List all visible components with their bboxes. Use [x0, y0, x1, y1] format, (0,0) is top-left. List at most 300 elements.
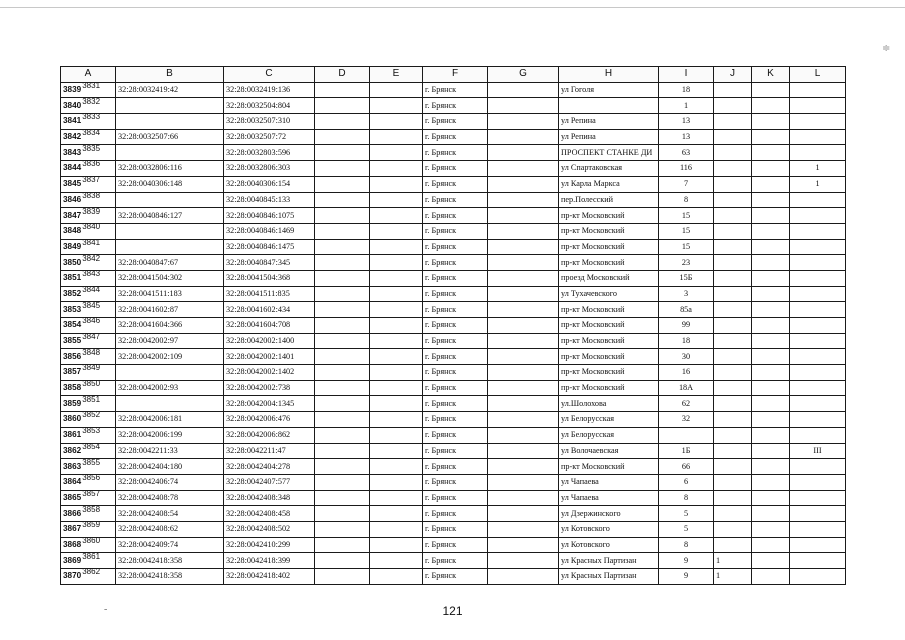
cell-e[interactable]: [370, 114, 423, 130]
cell-e[interactable]: [370, 318, 423, 334]
cell-k[interactable]: [752, 176, 790, 192]
row-number-cell[interactable]: [61, 427, 116, 443]
cell-f[interactable]: г. Брянск: [423, 443, 488, 459]
cell-f[interactable]: г. Брянск: [423, 302, 488, 318]
cell-d[interactable]: [315, 176, 370, 192]
cell-c[interactable]: 32:28:0040847:345: [224, 255, 315, 271]
cell-h[interactable]: пр-кт Московский: [559, 255, 659, 271]
cell-c[interactable]: 32:28:0042004:1345: [224, 396, 315, 412]
cell-e[interactable]: [370, 333, 423, 349]
cell-g[interactable]: [488, 474, 559, 490]
cell-g[interactable]: [488, 569, 559, 585]
row-number-cell[interactable]: [61, 380, 116, 396]
cell-h[interactable]: ул Репина: [559, 114, 659, 130]
cell-c[interactable]: 32:28:0040306:154: [224, 176, 315, 192]
cell-c[interactable]: 32:28:0042408:458: [224, 506, 315, 522]
cell-g[interactable]: [488, 114, 559, 130]
row-number-cell[interactable]: [61, 412, 116, 428]
cell-e[interactable]: [370, 161, 423, 177]
cell-e[interactable]: [370, 129, 423, 145]
cell-b[interactable]: [116, 114, 224, 130]
cell-h[interactable]: ул Белорусская: [559, 427, 659, 443]
cell-g[interactable]: [488, 443, 559, 459]
cell-g[interactable]: [488, 208, 559, 224]
cell-e[interactable]: [370, 443, 423, 459]
row-number-cell[interactable]: [61, 318, 116, 334]
row-number-cell[interactable]: [61, 286, 116, 302]
cell-g[interactable]: [488, 490, 559, 506]
cell-g[interactable]: [488, 380, 559, 396]
cell-h[interactable]: ПРОСПЕКТ СТАНКЕ ДИ: [559, 145, 659, 161]
cell-f[interactable]: г. Брянск: [423, 474, 488, 490]
cell-h[interactable]: ул Спартаковская: [559, 161, 659, 177]
cell-f[interactable]: г. Брянск: [423, 396, 488, 412]
cell-g[interactable]: [488, 255, 559, 271]
cell-k[interactable]: [752, 396, 790, 412]
cell-k[interactable]: [752, 506, 790, 522]
cell-j[interactable]: [714, 443, 752, 459]
cell-c[interactable]: 32:28:0042006:862: [224, 427, 315, 443]
cell-d[interactable]: [315, 380, 370, 396]
cell-b[interactable]: 32:28:0042418:358: [116, 553, 224, 569]
cell-i[interactable]: 32: [659, 412, 714, 428]
cell-f[interactable]: г. Брянск: [423, 114, 488, 130]
cell-d[interactable]: [315, 161, 370, 177]
cell-f[interactable]: г. Брянск: [423, 412, 488, 428]
cell-d[interactable]: [315, 427, 370, 443]
cell-j[interactable]: [714, 333, 752, 349]
cell-h[interactable]: ул Карла Маркса: [559, 176, 659, 192]
cell-f[interactable]: г. Брянск: [423, 380, 488, 396]
cell-h[interactable]: пр-кт Московский: [559, 302, 659, 318]
cell-i[interactable]: 66: [659, 459, 714, 475]
cell-b[interactable]: 32:28:0041511:183: [116, 286, 224, 302]
cell-h[interactable]: проезд Московский: [559, 270, 659, 286]
cell-c[interactable]: 32:28:0041511:835: [224, 286, 315, 302]
cell-h[interactable]: пер.Полесский: [559, 192, 659, 208]
cell-d[interactable]: [315, 270, 370, 286]
cell-f[interactable]: г. Брянск: [423, 506, 488, 522]
cell-l[interactable]: [790, 114, 846, 130]
cell-i[interactable]: 5: [659, 506, 714, 522]
cell-e[interactable]: [370, 521, 423, 537]
cell-j[interactable]: 1: [714, 569, 752, 585]
cell-h[interactable]: ул Волочаевская: [559, 443, 659, 459]
cell-d[interactable]: [315, 98, 370, 114]
cell-f[interactable]: г. Брянск: [423, 333, 488, 349]
cell-d[interactable]: [315, 192, 370, 208]
cell-b[interactable]: 32:28:0042002:97: [116, 333, 224, 349]
cell-j[interactable]: [714, 270, 752, 286]
cell-c[interactable]: 32:28:0042407:577: [224, 474, 315, 490]
cell-d[interactable]: [315, 349, 370, 365]
cell-l[interactable]: [790, 239, 846, 255]
cell-f[interactable]: г. Брянск: [423, 161, 488, 177]
cell-j[interactable]: [714, 302, 752, 318]
cell-i[interactable]: 30: [659, 349, 714, 365]
cell-c[interactable]: 32:28:0042408:502: [224, 521, 315, 537]
column-header-c[interactable]: C: [224, 67, 315, 83]
cell-h[interactable]: ул.Шолохова: [559, 396, 659, 412]
row-number-cell[interactable]: [61, 349, 116, 365]
cell-l[interactable]: 1: [790, 161, 846, 177]
cell-c[interactable]: 32:28:0040845:133: [224, 192, 315, 208]
cell-f[interactable]: г. Брянск: [423, 553, 488, 569]
cell-j[interactable]: [714, 427, 752, 443]
cell-k[interactable]: [752, 349, 790, 365]
cell-j[interactable]: [714, 145, 752, 161]
cell-d[interactable]: [315, 129, 370, 145]
cell-e[interactable]: [370, 380, 423, 396]
cell-e[interactable]: [370, 176, 423, 192]
cell-k[interactable]: [752, 286, 790, 302]
cell-h[interactable]: [559, 98, 659, 114]
cell-c[interactable]: 32:28:0032504:804: [224, 98, 315, 114]
cell-g[interactable]: [488, 318, 559, 334]
cell-j[interactable]: [714, 318, 752, 334]
cell-k[interactable]: [752, 255, 790, 271]
cell-d[interactable]: [315, 318, 370, 334]
cell-f[interactable]: г. Брянск: [423, 365, 488, 381]
cell-f[interactable]: г. Брянск: [423, 255, 488, 271]
cell-f[interactable]: г. Брянск: [423, 490, 488, 506]
cell-e[interactable]: [370, 569, 423, 585]
cell-b[interactable]: 32:28:0041504:302: [116, 270, 224, 286]
cell-c[interactable]: 32:28:0042408:348: [224, 490, 315, 506]
cell-d[interactable]: [315, 459, 370, 475]
cell-j[interactable]: [714, 208, 752, 224]
cell-g[interactable]: [488, 521, 559, 537]
cell-i[interactable]: 16: [659, 365, 714, 381]
cell-l[interactable]: [790, 145, 846, 161]
cell-k[interactable]: [752, 474, 790, 490]
cell-c[interactable]: 32:28:0040846:1469: [224, 223, 315, 239]
cell-c[interactable]: 32:28:0042002:1402: [224, 365, 315, 381]
row-number-cell[interactable]: [61, 365, 116, 381]
row-number-cell[interactable]: [61, 553, 116, 569]
cell-b[interactable]: 32:28:0032507:66: [116, 129, 224, 145]
cell-e[interactable]: [370, 365, 423, 381]
cell-i[interactable]: 9: [659, 569, 714, 585]
cell-d[interactable]: [315, 286, 370, 302]
cell-d[interactable]: [315, 521, 370, 537]
cell-j[interactable]: [714, 129, 752, 145]
cell-d[interactable]: [315, 239, 370, 255]
cell-f[interactable]: г. Брянск: [423, 459, 488, 475]
cell-k[interactable]: [752, 490, 790, 506]
cell-k[interactable]: [752, 129, 790, 145]
cell-c[interactable]: 32:28:0041604:708: [224, 318, 315, 334]
cell-f[interactable]: г. Брянск: [423, 239, 488, 255]
cell-e[interactable]: [370, 302, 423, 318]
cell-h[interactable]: пр-кт Московский: [559, 459, 659, 475]
cell-l[interactable]: [790, 349, 846, 365]
cell-b[interactable]: [116, 192, 224, 208]
cell-h[interactable]: ул Красных Партизан: [559, 553, 659, 569]
cell-i[interactable]: 99: [659, 318, 714, 334]
cell-f[interactable]: г. Брянск: [423, 349, 488, 365]
cell-l[interactable]: [790, 380, 846, 396]
cell-j[interactable]: [714, 459, 752, 475]
cell-b[interactable]: 32:28:0042006:181: [116, 412, 224, 428]
cell-k[interactable]: [752, 239, 790, 255]
cell-d[interactable]: [315, 223, 370, 239]
cell-d[interactable]: [315, 506, 370, 522]
cell-e[interactable]: [370, 506, 423, 522]
cell-b[interactable]: 32:28:0042211:33: [116, 443, 224, 459]
cell-d[interactable]: [315, 396, 370, 412]
row-number-cell[interactable]: [61, 161, 116, 177]
cell-d[interactable]: [315, 412, 370, 428]
cell-i[interactable]: 116: [659, 161, 714, 177]
cell-l[interactable]: [790, 537, 846, 553]
cell-b[interactable]: 32:28:0040847:67: [116, 255, 224, 271]
cell-i[interactable]: 5: [659, 521, 714, 537]
cell-h[interactable]: пр-кт Московский: [559, 380, 659, 396]
cell-d[interactable]: [315, 553, 370, 569]
cell-l[interactable]: [790, 192, 846, 208]
cell-l[interactable]: [790, 569, 846, 585]
cell-i[interactable]: [659, 427, 714, 443]
cell-k[interactable]: [752, 223, 790, 239]
cell-i[interactable]: 8: [659, 537, 714, 553]
cell-e[interactable]: [370, 396, 423, 412]
cell-c[interactable]: 32:28:0042002:1401: [224, 349, 315, 365]
cell-i[interactable]: 85а: [659, 302, 714, 318]
cell-i[interactable]: 8: [659, 192, 714, 208]
cell-c[interactable]: 32:28:0042418:399: [224, 553, 315, 569]
cell-l[interactable]: [790, 98, 846, 114]
cell-f[interactable]: г. Брянск: [423, 427, 488, 443]
cell-f[interactable]: г. Брянск: [423, 98, 488, 114]
row-number-cell[interactable]: [61, 114, 116, 130]
cell-h[interactable]: ул Тухачевского: [559, 286, 659, 302]
cell-d[interactable]: [315, 114, 370, 130]
cell-d[interactable]: [315, 145, 370, 161]
cell-j[interactable]: [714, 396, 752, 412]
cell-c[interactable]: 32:28:0042410:299: [224, 537, 315, 553]
cell-k[interactable]: [752, 380, 790, 396]
cell-g[interactable]: [488, 176, 559, 192]
cell-d[interactable]: [315, 82, 370, 98]
cell-h[interactable]: пр-кт Московский: [559, 349, 659, 365]
cell-e[interactable]: [370, 427, 423, 443]
cell-b[interactable]: 32:28:0042409:74: [116, 537, 224, 553]
cell-l[interactable]: 1: [790, 176, 846, 192]
cell-f[interactable]: г. Брянск: [423, 129, 488, 145]
row-number-cell[interactable]: [61, 302, 116, 318]
column-header-g[interactable]: G: [488, 67, 559, 83]
cell-j[interactable]: [714, 239, 752, 255]
cell-k[interactable]: [752, 569, 790, 585]
cell-g[interactable]: [488, 161, 559, 177]
cell-e[interactable]: [370, 412, 423, 428]
row-number-cell[interactable]: [61, 537, 116, 553]
cell-d[interactable]: [315, 365, 370, 381]
cell-f[interactable]: г. Брянск: [423, 82, 488, 98]
cell-l[interactable]: [790, 412, 846, 428]
cell-i[interactable]: 13: [659, 114, 714, 130]
cell-i[interactable]: 1Б: [659, 443, 714, 459]
cell-i[interactable]: 18: [659, 333, 714, 349]
cell-b[interactable]: 32:28:0042408:54: [116, 506, 224, 522]
cell-g[interactable]: [488, 98, 559, 114]
cell-k[interactable]: [752, 443, 790, 459]
column-header-f[interactable]: F: [423, 67, 488, 83]
cell-f[interactable]: г. Брянск: [423, 521, 488, 537]
cell-g[interactable]: [488, 270, 559, 286]
cell-f[interactable]: г. Брянск: [423, 537, 488, 553]
cell-i[interactable]: 63: [659, 145, 714, 161]
cell-g[interactable]: [488, 537, 559, 553]
row-number-cell[interactable]: [61, 569, 116, 585]
cell-j[interactable]: [714, 114, 752, 130]
cell-k[interactable]: [752, 145, 790, 161]
cell-h[interactable]: пр-кт Московский: [559, 318, 659, 334]
cell-g[interactable]: [488, 286, 559, 302]
cell-j[interactable]: [714, 521, 752, 537]
cell-l[interactable]: [790, 365, 846, 381]
cell-l[interactable]: III: [790, 443, 846, 459]
row-number-cell[interactable]: [61, 208, 116, 224]
cell-j[interactable]: [714, 474, 752, 490]
cell-i[interactable]: 15Б: [659, 270, 714, 286]
cell-c[interactable]: 32:28:0040846:1475: [224, 239, 315, 255]
cell-d[interactable]: [315, 443, 370, 459]
cell-d[interactable]: [315, 333, 370, 349]
cell-b[interactable]: 32:28:0040306:148: [116, 176, 224, 192]
cell-f[interactable]: г. Брянск: [423, 318, 488, 334]
cell-j[interactable]: [714, 98, 752, 114]
cell-h[interactable]: ул Дзержинского: [559, 506, 659, 522]
cell-k[interactable]: [752, 553, 790, 569]
cell-e[interactable]: [370, 145, 423, 161]
cell-b[interactable]: 32:28:0042006:199: [116, 427, 224, 443]
cell-e[interactable]: [370, 349, 423, 365]
cell-j[interactable]: [714, 506, 752, 522]
cell-e[interactable]: [370, 239, 423, 255]
cell-h[interactable]: ул Котовского: [559, 521, 659, 537]
cell-l[interactable]: [790, 553, 846, 569]
cell-g[interactable]: [488, 506, 559, 522]
column-header-h[interactable]: H: [559, 67, 659, 83]
cell-c[interactable]: 32:28:0041504:368: [224, 270, 315, 286]
cell-g[interactable]: [488, 302, 559, 318]
cell-e[interactable]: [370, 270, 423, 286]
cell-b[interactable]: [116, 145, 224, 161]
cell-b[interactable]: [116, 365, 224, 381]
cell-i[interactable]: 18: [659, 82, 714, 98]
cell-j[interactable]: [714, 82, 752, 98]
row-number-cell[interactable]: [61, 223, 116, 239]
cell-g[interactable]: [488, 412, 559, 428]
cell-k[interactable]: [752, 521, 790, 537]
cell-k[interactable]: [752, 302, 790, 318]
cell-b[interactable]: 32:28:0042002:109: [116, 349, 224, 365]
cell-k[interactable]: [752, 427, 790, 443]
cell-g[interactable]: [488, 192, 559, 208]
column-header-b[interactable]: B: [116, 67, 224, 83]
cell-f[interactable]: г. Брянск: [423, 569, 488, 585]
cell-c[interactable]: 32:28:0040846:1075: [224, 208, 315, 224]
cell-d[interactable]: [315, 569, 370, 585]
cell-f[interactable]: г. Брянск: [423, 223, 488, 239]
cell-k[interactable]: [752, 537, 790, 553]
cell-h[interactable]: ул Белорусская: [559, 412, 659, 428]
cell-l[interactable]: [790, 490, 846, 506]
cell-b[interactable]: 32:28:0041604:366: [116, 318, 224, 334]
cell-i[interactable]: 3: [659, 286, 714, 302]
cell-h[interactable]: ул Котовского: [559, 537, 659, 553]
cell-f[interactable]: г. Брянск: [423, 145, 488, 161]
cell-e[interactable]: [370, 82, 423, 98]
row-number-cell[interactable]: [61, 396, 116, 412]
cell-l[interactable]: [790, 459, 846, 475]
cell-b[interactable]: 32:28:0042408:62: [116, 521, 224, 537]
cell-c[interactable]: 32:28:0042006:476: [224, 412, 315, 428]
cell-i[interactable]: 15: [659, 223, 714, 239]
column-header-k[interactable]: K: [752, 67, 790, 83]
cell-e[interactable]: [370, 459, 423, 475]
cell-l[interactable]: [790, 333, 846, 349]
cell-j[interactable]: [714, 161, 752, 177]
cell-k[interactable]: [752, 412, 790, 428]
cell-c[interactable]: 32:28:0041602:434: [224, 302, 315, 318]
cell-c[interactable]: 32:28:0032803:596: [224, 145, 315, 161]
cell-k[interactable]: [752, 98, 790, 114]
cell-k[interactable]: [752, 270, 790, 286]
cell-k[interactable]: [752, 208, 790, 224]
cell-i[interactable]: 15: [659, 208, 714, 224]
cell-g[interactable]: [488, 349, 559, 365]
cell-b[interactable]: 32:28:0041602:87: [116, 302, 224, 318]
cell-e[interactable]: [370, 553, 423, 569]
cell-g[interactable]: [488, 223, 559, 239]
cell-k[interactable]: [752, 161, 790, 177]
cell-h[interactable]: пр-кт Московский: [559, 223, 659, 239]
cell-e[interactable]: [370, 474, 423, 490]
row-number-cell[interactable]: [61, 490, 116, 506]
cell-k[interactable]: [752, 333, 790, 349]
cell-b[interactable]: 32:28:0032806:116: [116, 161, 224, 177]
cell-c[interactable]: 32:28:0032806:303: [224, 161, 315, 177]
cell-f[interactable]: г. Брянск: [423, 176, 488, 192]
cell-b[interactable]: [116, 396, 224, 412]
cell-j[interactable]: [714, 380, 752, 396]
row-number-cell[interactable]: [61, 98, 116, 114]
row-number-cell[interactable]: [61, 255, 116, 271]
cell-c[interactable]: 32:28:0042418:402: [224, 569, 315, 585]
cell-l[interactable]: [790, 82, 846, 98]
column-header-a[interactable]: A: [61, 67, 116, 83]
cell-h[interactable]: ул Красных Партизан: [559, 569, 659, 585]
row-number-cell[interactable]: [61, 521, 116, 537]
cell-j[interactable]: [714, 349, 752, 365]
cell-g[interactable]: [488, 239, 559, 255]
cell-l[interactable]: [790, 506, 846, 522]
cell-d[interactable]: [315, 208, 370, 224]
cell-i[interactable]: 1: [659, 98, 714, 114]
cell-d[interactable]: [315, 537, 370, 553]
cell-b[interactable]: 32:28:0042404:180: [116, 459, 224, 475]
cell-c[interactable]: 32:28:0032507:72: [224, 129, 315, 145]
cell-l[interactable]: [790, 270, 846, 286]
cell-j[interactable]: [714, 223, 752, 239]
cell-f[interactable]: г. Брянск: [423, 270, 488, 286]
cell-e[interactable]: [370, 192, 423, 208]
cell-j[interactable]: [714, 490, 752, 506]
cell-b[interactable]: 32:28:0042002:93: [116, 380, 224, 396]
